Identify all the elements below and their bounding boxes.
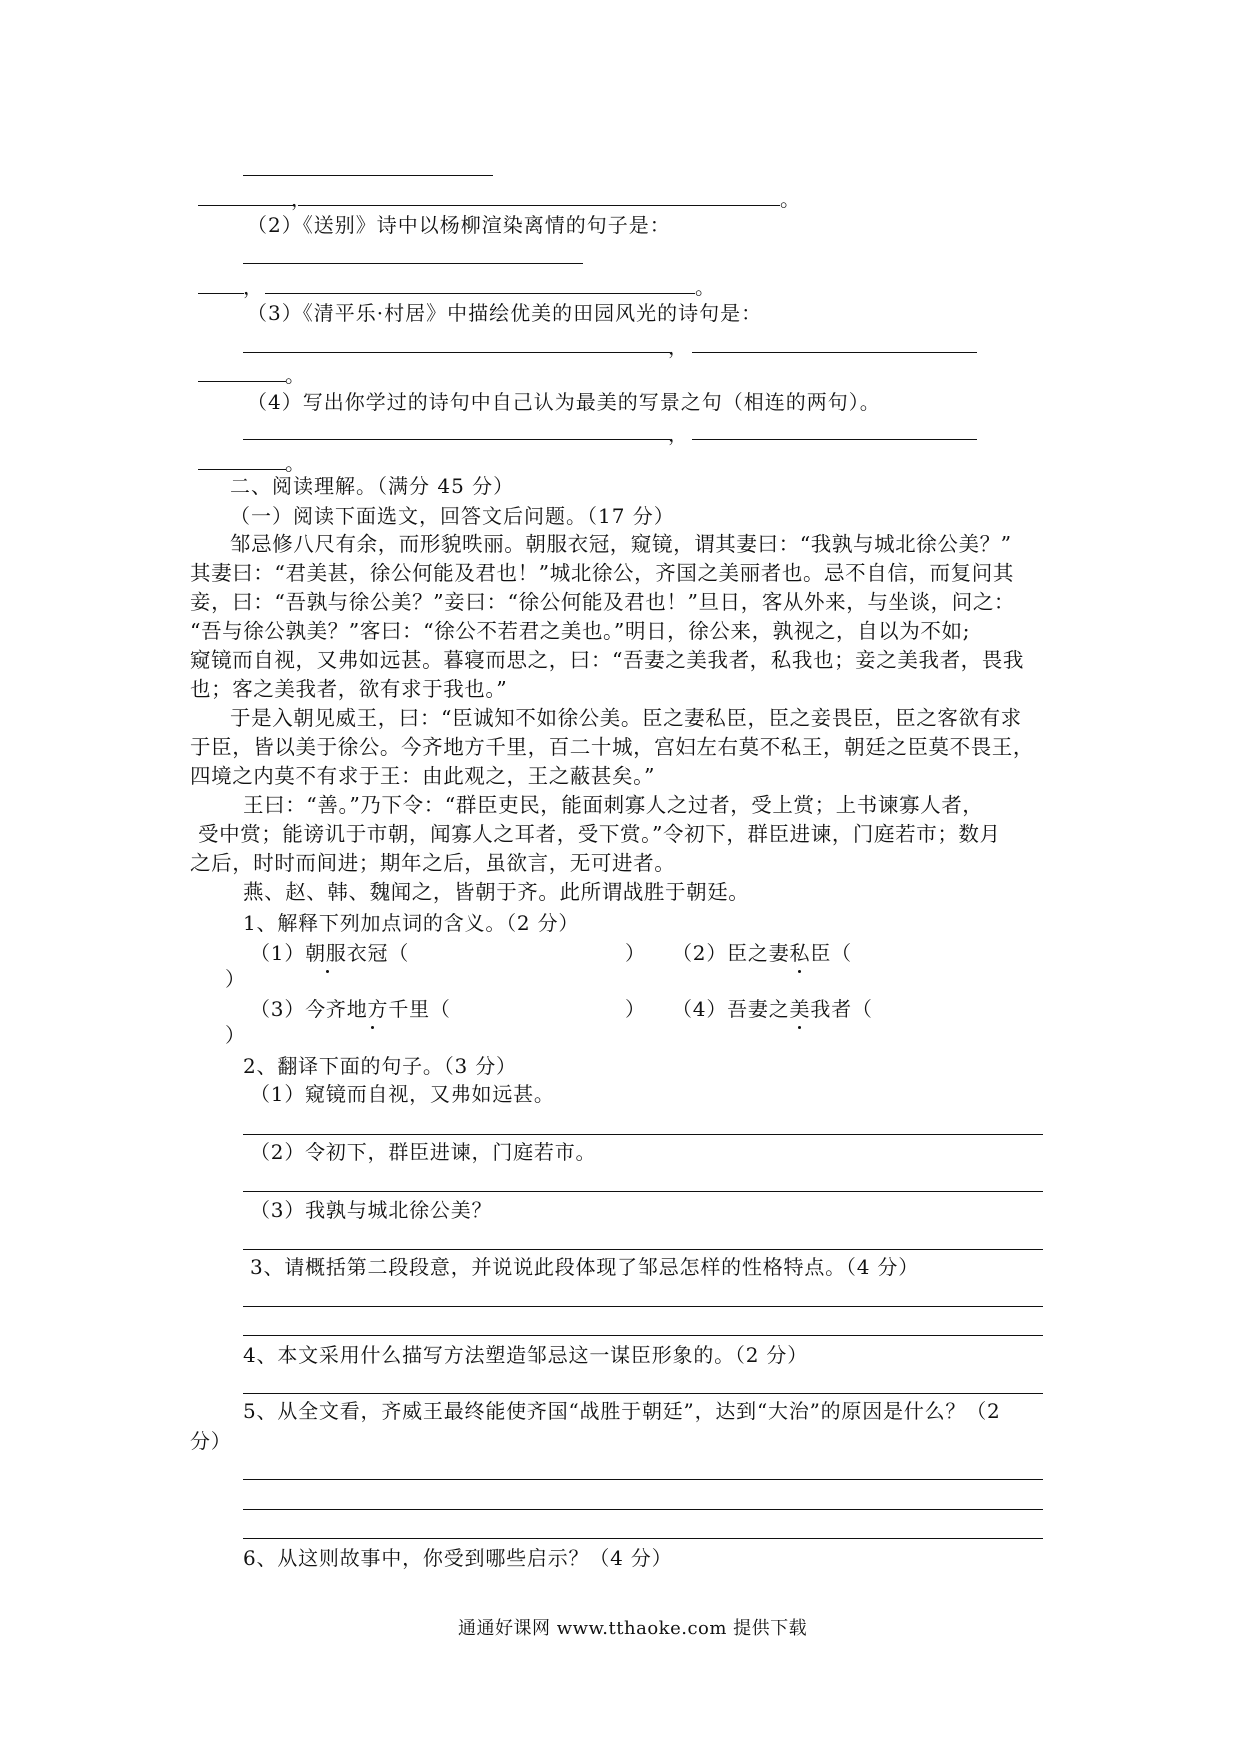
- passage-line: 王曰：“善。”乃下令：“群臣吏民，能面刺寡人之过者，受上赏；上书谏寡人者，: [243, 793, 984, 817]
- answer-line[interactable]: [243, 1306, 1043, 1307]
- passage-line: 于臣，皆以美于徐公。今齐地方千里，百二十城，宫妇左右莫不私王，朝廷之臣莫不畏王，: [190, 735, 1034, 759]
- paren-close: ）: [625, 997, 646, 1021]
- answer-line[interactable]: [198, 381, 286, 382]
- comma: ，: [668, 335, 689, 359]
- question-2-2: （2）令初下，群臣进谏，门庭若市。: [250, 1140, 597, 1164]
- passage-line: 之后，时时而间进；期年之后，虽欲言，无可进者。: [190, 851, 676, 875]
- question-4: 4、本文采用什么描写方法塑造邹忌这一谋臣形象的。（2 分）: [243, 1343, 809, 1367]
- poem-question-3: （3）《清平乐·村居》中描绘优美的田园风光的诗句是：: [247, 301, 763, 325]
- answer-line[interactable]: [243, 1335, 1043, 1336]
- answer-line[interactable]: [298, 205, 780, 206]
- comma: ，: [243, 275, 264, 299]
- paren-close: ）: [225, 1023, 246, 1047]
- question-1-2: （2）臣之妻私臣（: [672, 941, 852, 965]
- answer-line[interactable]: [243, 1191, 1043, 1192]
- answer-line[interactable]: [243, 1134, 1043, 1135]
- answer-line[interactable]: [198, 469, 286, 470]
- passage-line: 其妻曰：“君美甚，徐公何能及君也！”城北徐公，齐国之美丽者也。忌不自信，而复问其: [190, 561, 1014, 585]
- question-6: 6、从这则故事中，你受到哪些启示？（4 分）: [243, 1546, 673, 1570]
- answer-line[interactable]: [692, 352, 977, 353]
- passage-line: “吾与徐公孰美？”客曰：“徐公不若君之美也。”明日，徐公来，孰视之，自以为不如;: [190, 619, 971, 643]
- question-2-1: （1）窥镜而自视，又弗如远甚。: [250, 1082, 555, 1106]
- question-2-3: （3）我孰与城北徐公美？: [250, 1198, 493, 1222]
- question-5-cont: 分）: [190, 1429, 232, 1453]
- page-footer: 通通好课网 www.tthaoke.com 提供下载: [458, 1618, 808, 1639]
- question-5: 5、从全文看，齐威王最终能使齐国“战胜于朝廷”，达到“大治”的原因是什么？（2: [243, 1399, 1001, 1423]
- question-1: 1、解释下列加点词的含义。（2 分）: [243, 911, 580, 935]
- passage-line: 邹忌修八尺有余，而形貌昳丽。朝服衣冠，窥镜，谓其妻曰：“我孰与城北徐公美？”: [230, 532, 1012, 556]
- answer-line[interactable]: [198, 205, 294, 206]
- passage-line: 也；客之美我者，欲有求于我也。”: [190, 677, 508, 701]
- answer-line[interactable]: [692, 439, 977, 440]
- answer-line[interactable]: [243, 1479, 1043, 1480]
- paren-close: ）: [225, 967, 246, 991]
- emphasis-dot: [326, 970, 329, 973]
- period: 。: [285, 451, 306, 475]
- section-heading: 二、阅读理解。（满分 45 分）: [230, 474, 515, 498]
- passage-line: 窥镜而自视，又弗如远甚。暮寝而思之，曰：“吾妻之美我者，私我也；妾之美我者，畏我: [190, 648, 1024, 672]
- question-2: 2、翻译下面的句子。（3 分）: [243, 1054, 517, 1078]
- answer-line[interactable]: [243, 352, 670, 353]
- emphasis-dot: [798, 1026, 801, 1029]
- period: 。: [695, 275, 716, 299]
- poem-question-2: （2）《送别》诗中以杨柳渲染离情的句子是：: [247, 213, 671, 237]
- answer-line[interactable]: [243, 175, 493, 176]
- poem-question-4: （4）写出你学过的诗句中自己认为最美的写景之句（相连的两句）。: [247, 390, 881, 414]
- answer-line[interactable]: [265, 293, 695, 294]
- answer-line[interactable]: [243, 1538, 1043, 1539]
- question-1-1: （1）朝服衣冠（: [250, 941, 410, 965]
- question-1-4: （4）吾妻之美我者（: [672, 997, 873, 1021]
- passage-line: 燕、赵、韩、魏闻之，皆朝于齐。此所谓战胜于朝廷。: [243, 880, 750, 904]
- passage-line: 受中赏；能谤讥于市朝，闻寡人之耳者，受下赏。”令初下，群臣进谏，门庭若市；数月: [198, 822, 1001, 846]
- answer-line[interactable]: [198, 293, 244, 294]
- period: 。: [780, 187, 801, 211]
- answer-line[interactable]: [243, 263, 583, 264]
- passage-line: 于是入朝见威王，曰：“臣诚知不如徐公美。臣之妻私臣，臣之妾畏臣，臣之客欲有求: [230, 706, 1022, 730]
- answer-line[interactable]: [243, 1509, 1043, 1510]
- answer-line[interactable]: [243, 439, 670, 440]
- period: 。: [285, 363, 306, 387]
- question-1-3: （3）今齐地方千里（: [250, 997, 451, 1021]
- paren-close: ）: [625, 941, 646, 965]
- passage-line: 四境之内莫不有求于王：由此观之，王之蔽甚矣。”: [190, 764, 656, 788]
- comma: ，: [668, 422, 689, 446]
- answer-line[interactable]: [243, 1393, 1043, 1394]
- comma: ，: [291, 187, 312, 211]
- emphasis-dot: [798, 970, 801, 973]
- passage-line: 妾，曰：“吾孰与徐公美？”妾曰：“徐公何能及君也！”旦日，客从外来，与坐谈，问之：: [190, 590, 1016, 614]
- question-3: 3、请概括第二段段意，并说说此段体现了邹忌怎样的性格特点。（4 分）: [250, 1255, 920, 1279]
- answer-line[interactable]: [243, 1249, 1043, 1250]
- emphasis-dot: [371, 1026, 374, 1029]
- subsection-heading: （一）阅读下面选文，回答文后问题。（17 分）: [230, 504, 675, 528]
